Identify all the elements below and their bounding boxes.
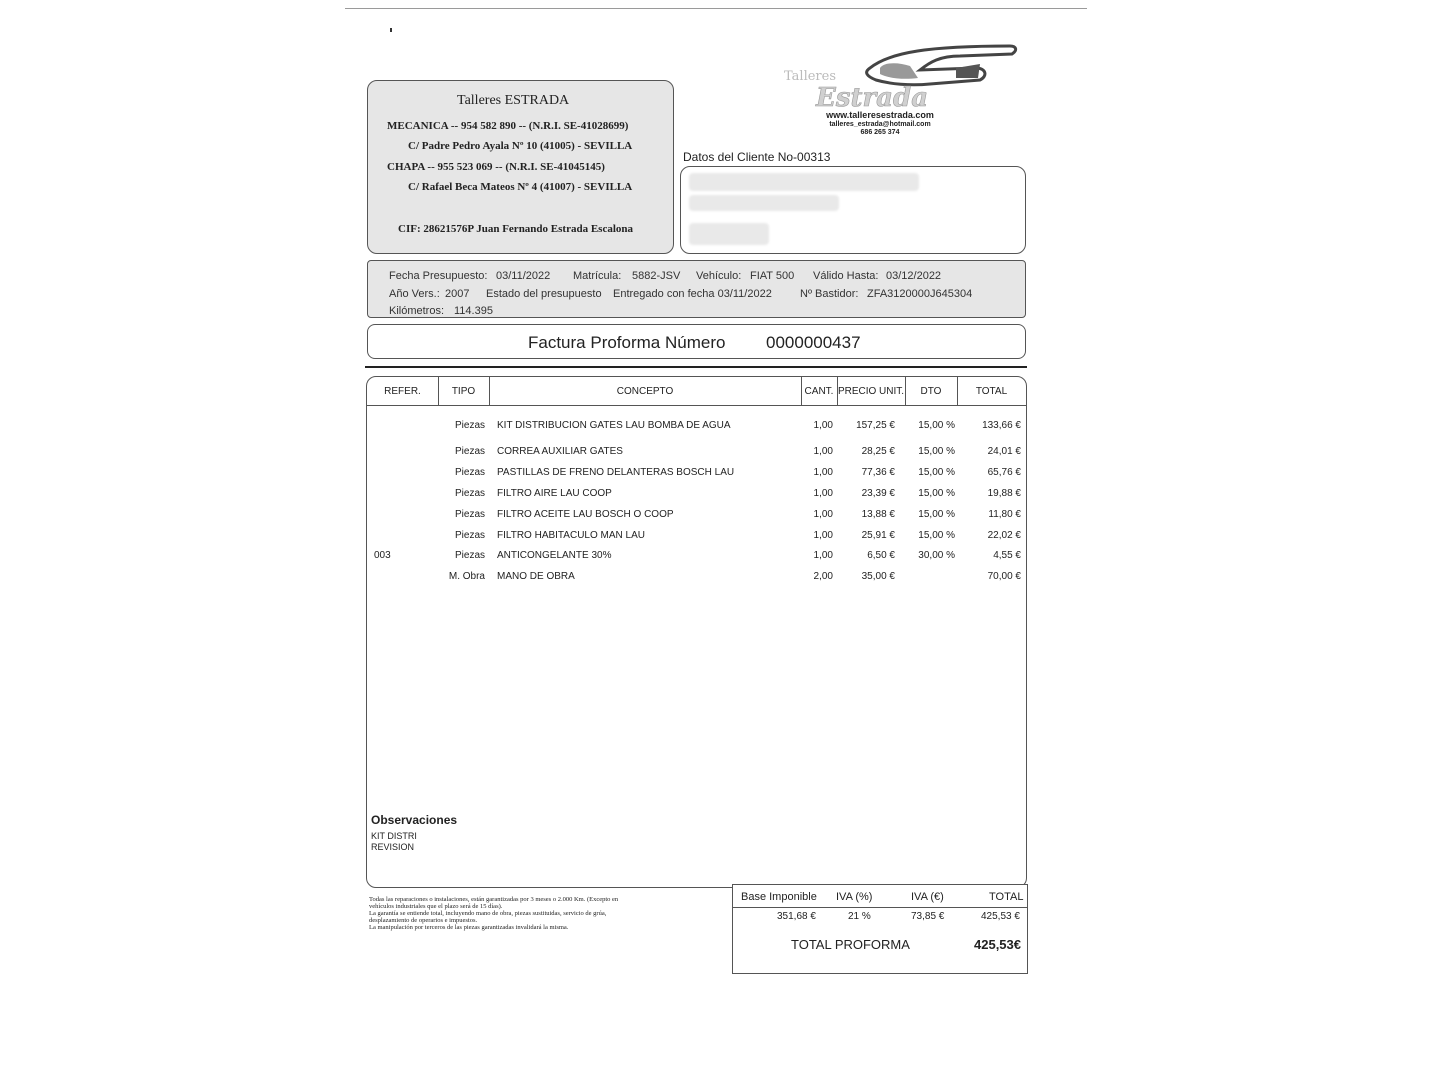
row-dto: 15,00 % <box>918 509 955 520</box>
row-tipo: M. Obra <box>448 571 485 582</box>
row-dto: 15,00 % <box>918 530 955 541</box>
row-tipo: Piezas <box>454 446 485 457</box>
proforma-number-box <box>367 324 1026 359</box>
row-total: 133,66 € <box>982 420 1021 431</box>
row-total: 4,55 € <box>993 550 1021 561</box>
row-cant: 1,00 <box>813 530 833 541</box>
header-precio-unit: PRECIO UNIT. <box>837 386 905 397</box>
row-dto: 15,00 % <box>918 488 955 499</box>
svg-text:Estrada: Estrada <box>816 83 929 110</box>
anio-value: 2007 <box>445 288 470 300</box>
table-row <box>367 571 1026 585</box>
estado-label: Estado del presupuesto <box>486 288 602 300</box>
terms-line: La garantía se entiende total, incluyendo mano de obra, piezas sustituidas, servicio de grúa, <box>369 910 607 917</box>
items-table <box>366 376 1027 888</box>
company-mecanica-line: MECANICA -- 954 582 890 -- (N.R.I. SE-41028699) <box>387 120 629 132</box>
iva-percent-value: 21 % <box>848 911 871 922</box>
base-imponible-label: Base Imponible <box>741 891 817 903</box>
row-precio: 157,25 € <box>856 420 895 431</box>
row-cant: 1,00 <box>813 467 833 478</box>
company-chapa-line: CHAPA -- 955 523 069 -- (N.R.I. SE-41045145) <box>387 161 605 173</box>
svg-text:Talleres: Talleres <box>784 69 836 84</box>
iva-euro-label: IVA (€) <box>911 891 944 903</box>
row-ref: 003 <box>374 550 391 561</box>
iva-percent-label: IVA (%) <box>836 891 873 903</box>
totals-divider <box>733 907 1027 908</box>
header-tipo: TIPO <box>451 386 476 397</box>
table-row <box>367 550 1026 564</box>
totals-box <box>732 884 1028 974</box>
row-total: 11,80 € <box>988 509 1021 520</box>
proforma-label: Factura Proforma Número <box>528 333 726 352</box>
table-row <box>367 488 1026 502</box>
row-concepto: FILTRO ACEITE LAU BOSCH O COOP <box>497 509 674 520</box>
total-proforma-label: TOTAL PROFORMA <box>791 937 910 952</box>
row-cant: 2,00 <box>813 571 833 582</box>
terms-line: desplazamiento de operarios e impuestos. <box>369 917 478 924</box>
total-value: 425,53 € <box>981 911 1020 922</box>
row-cant: 1,00 <box>813 420 833 431</box>
row-cant: 1,00 <box>813 509 833 520</box>
header-cant: CANT. <box>804 386 834 397</box>
row-precio: 77,36 € <box>861 467 895 478</box>
row-precio: 28,25 € <box>861 446 895 457</box>
row-precio: 25,91 € <box>861 530 895 541</box>
budget-details-box <box>367 260 1026 318</box>
row-tipo: Piezas <box>454 420 485 431</box>
estado-value: Entregado con fecha 03/11/2022 <box>613 288 772 300</box>
table-row <box>367 530 1026 544</box>
row-cant: 1,00 <box>813 446 833 457</box>
row-cant: 1,00 <box>813 488 833 499</box>
vehiculo-label: Vehículo: <box>696 270 742 282</box>
scan-speck <box>390 28 392 32</box>
logo-website: www.talleresestrada.com <box>826 110 934 120</box>
logo-phone: 686 265 374 <box>860 129 900 136</box>
header-refer: REFER. <box>384 386 421 397</box>
table-row <box>367 446 1026 460</box>
company-logo <box>780 40 1040 140</box>
company-cif: CIF: 28621576P Juan Fernando Estrada Escalona <box>398 223 633 235</box>
observaciones-line: KIT DISTRI <box>371 831 417 841</box>
valido-label: Válido Hasta: <box>813 270 879 282</box>
row-total: 19,88 € <box>987 488 1021 499</box>
row-tipo: Piezas <box>454 467 485 478</box>
logo-email: talleres_estrada@hotmail.com <box>829 121 931 128</box>
row-precio: 23,39 € <box>861 488 895 499</box>
anio-label: Año Vers.: <box>389 288 440 300</box>
redacted-client-address <box>689 195 839 211</box>
matricula-label: Matrícula: <box>573 270 622 282</box>
bastidor-label: Nº Bastidor: <box>800 288 859 300</box>
header-total: TOTAL <box>975 386 1008 397</box>
km-label: Kilómetros: <box>389 305 445 317</box>
row-concepto: FILTRO AIRE LAU COOP <box>497 488 612 499</box>
header-dto: DTO <box>920 386 942 397</box>
base-imponible-value: 351,68 € <box>777 911 816 922</box>
vehiculo-value: FIAT 500 <box>750 270 795 282</box>
row-cant: 1,00 <box>813 550 833 561</box>
row-concepto: CORREA AUXILIAR GATES <box>497 446 623 457</box>
row-total: 24,01 € <box>987 446 1021 457</box>
row-tipo: Piezas <box>454 509 485 520</box>
row-dto: 15,00 % <box>918 446 955 457</box>
header-underline <box>367 405 1026 406</box>
header-concepto: CONCEPTO <box>616 386 674 397</box>
valido-value: 03/12/2022 <box>886 270 942 282</box>
row-concepto: ANTICONGELANTE 30% <box>497 550 612 561</box>
client-box <box>680 166 1026 254</box>
redacted-client-city <box>689 223 769 245</box>
company-address-1: C/ Padre Pedro Ayala Nº 10 (41005) - SEVILLA <box>408 140 633 152</box>
row-precio: 35,00 € <box>861 571 895 582</box>
fecha-label: Fecha Presupuesto: <box>389 270 488 282</box>
row-dto: 15,00 % <box>918 420 955 431</box>
redacted-client-name <box>689 173 919 191</box>
row-dto: 15,00 % <box>918 467 955 478</box>
row-precio: 13,88 € <box>861 509 895 520</box>
iva-euro-value: 73,85 € <box>911 911 945 922</box>
row-total: 65,76 € <box>987 467 1021 478</box>
row-tipo: Piezas <box>454 530 485 541</box>
km-value: 114.395 <box>454 305 493 317</box>
row-precio: 6,50 € <box>867 550 895 561</box>
table-row <box>367 467 1026 481</box>
warranty-terms <box>369 896 729 931</box>
row-concepto: PASTILLAS DE FRENO DELANTERAS BOSCH LAU <box>497 467 735 478</box>
observaciones-line: REVISION <box>371 842 415 852</box>
row-concepto: FILTRO HABITACULO MAN LAU <box>497 530 645 541</box>
car-logo-icon <box>780 40 1040 110</box>
row-concepto: MANO DE OBRA <box>497 571 575 582</box>
matricula-value: 5882-JSV <box>632 270 681 282</box>
row-concepto: KIT DISTRIBUCION GATES LAU BOMBA DE AGUA <box>497 420 731 431</box>
row-tipo: Piezas <box>454 488 485 499</box>
total-label: TOTAL <box>989 891 1024 903</box>
table-row <box>367 420 1026 434</box>
proforma-number: 0000000437 <box>766 333 861 352</box>
table-row <box>367 509 1026 523</box>
terms-line: vehículos industriales que el plazo será de 15 días). <box>369 903 503 910</box>
row-total: 22,02 € <box>987 530 1021 541</box>
total-proforma-value: 425,53€ <box>974 937 1021 952</box>
row-tipo: Piezas <box>454 550 485 561</box>
bastidor-value: ZFA3120000J645304 <box>867 288 973 300</box>
observaciones-title: Observaciones <box>371 813 458 827</box>
client-data-label: Datos del Cliente No-00313 <box>683 150 831 164</box>
company-box <box>367 80 674 254</box>
section-divider <box>365 366 1027 368</box>
company-address-2: C/ Rafael Beca Mateos Nº 4 (41007) - SEVILLA <box>408 181 633 193</box>
row-total: 70,00 € <box>987 571 1021 582</box>
page-top-rule <box>345 8 1087 9</box>
company-name: Talleres ESTRADA <box>457 93 570 108</box>
fecha-value: 03/11/2022 <box>496 270 551 282</box>
row-dto: 30,00 % <box>918 550 955 561</box>
terms-line: La manipulación por terceros de las piezas garantizadas invalidará la misma. <box>369 924 569 931</box>
terms-line: Todas las reparaciones o instalaciones, están garantizadas por 3 meses o 2.000 Km. (Excepto en <box>369 896 619 903</box>
